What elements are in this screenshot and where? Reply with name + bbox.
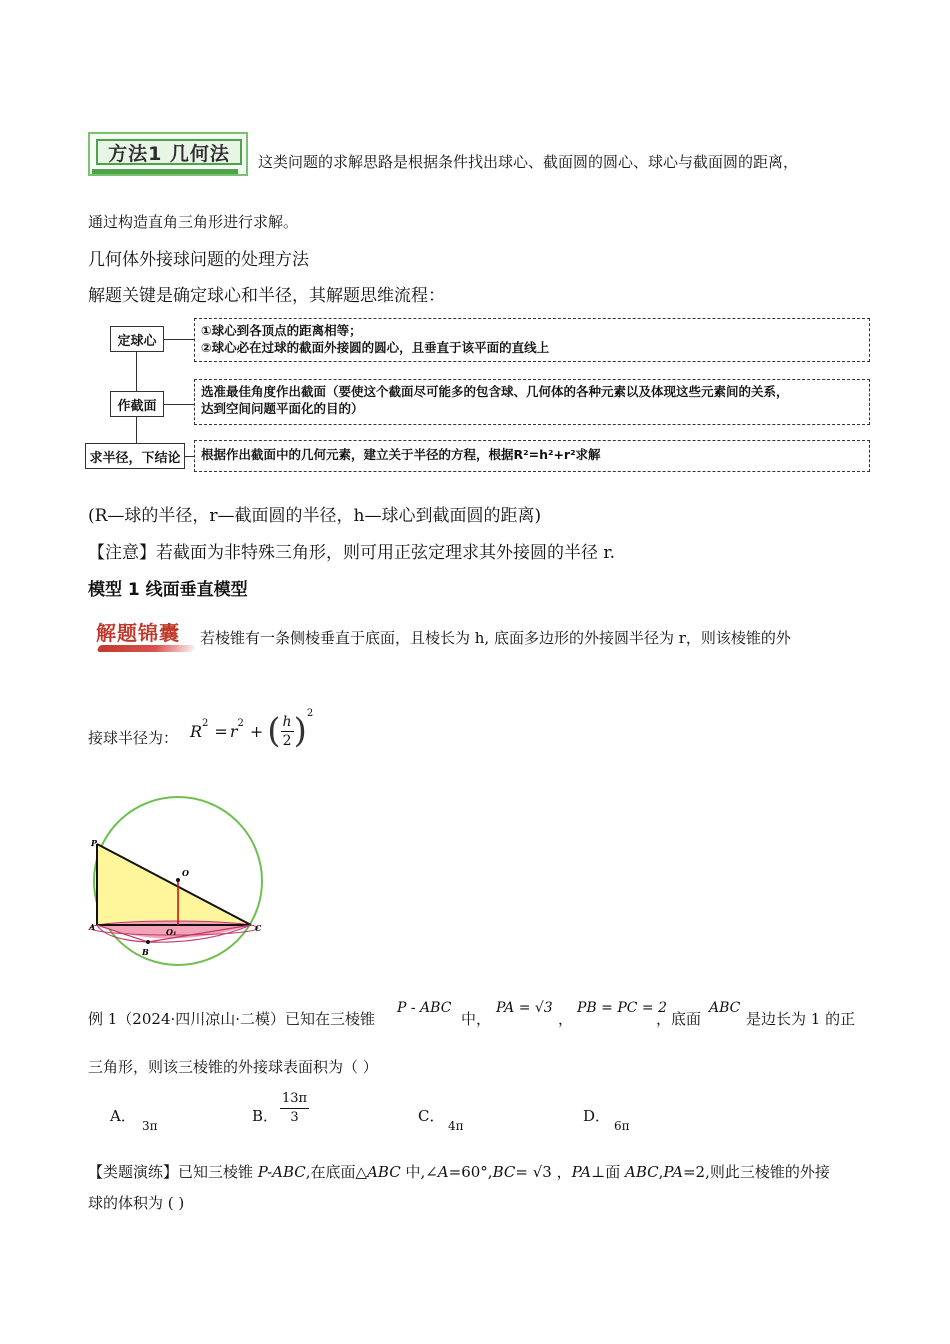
example-prefix: 例 1（2024·四川凉山·二模）已知在三棱锥 bbox=[88, 1010, 376, 1028]
practice-text-c: 中,∠ bbox=[400, 1163, 438, 1181]
flow-detail-3 bbox=[194, 440, 870, 472]
flow-detail-1-line-2: ②球心必在过球的截面外接圆的圆心，且垂直于该平面的直线上 bbox=[201, 340, 550, 355]
method-line-2: 通过构造直角三角形进行求解。 bbox=[88, 213, 299, 231]
practice-text-g: , bbox=[658, 1163, 664, 1181]
method-key: 解题关键是确定球心和半径，其解题思维流程： bbox=[88, 286, 445, 306]
flow-detail-1-line-1: ①球心到各顶点的距离相等； bbox=[201, 323, 362, 338]
formula-num: h bbox=[282, 713, 292, 730]
flow-link-1 bbox=[164, 339, 194, 340]
practice-abc-2: ABC bbox=[625, 1163, 659, 1181]
practice-angle: A bbox=[437, 1163, 449, 1181]
label-O1: O₁ bbox=[166, 927, 177, 937]
option-b-fraction bbox=[280, 1090, 309, 1127]
label-B: B bbox=[142, 947, 149, 957]
practice-text-h: =2,则此三棱锥的外接 bbox=[682, 1163, 830, 1181]
option-a-value: 3π bbox=[142, 1119, 158, 1133]
formula-r-exp: 2 bbox=[237, 717, 244, 729]
option-b-den: 3 bbox=[290, 1110, 299, 1125]
flow-step-2: 作截面 bbox=[110, 391, 164, 417]
flow-detail-2-line-2: 达到空间问题平面化的目的） bbox=[201, 401, 364, 416]
seal-brush bbox=[97, 645, 196, 652]
flow-detail-3-line-1: 根据作出截面中的几何元素，建立关于半径的方程，根据R²=h²+r²求解 bbox=[201, 447, 601, 462]
practice-bc: BC bbox=[492, 1163, 516, 1181]
practice-tag: 【类题演练】 bbox=[88, 1163, 179, 1181]
legend-note: (R—球的半径，r—截面圆的半径，h—球心到截面圆的距离) bbox=[88, 506, 542, 526]
method-badge bbox=[88, 132, 248, 176]
flow-detail-2-line-1: 选准最佳角度作出截面（要使这个截面尽可能多的包含球、几何体的各种元素以及体现这些元素间的关系， bbox=[201, 384, 789, 399]
practice-pa: PA bbox=[571, 1163, 592, 1181]
label-P: P bbox=[91, 838, 98, 848]
practice-text-f: ⊥面 bbox=[591, 1163, 626, 1181]
flow-link-3 bbox=[185, 456, 194, 457]
example-pa: PA = √3 bbox=[496, 1000, 553, 1016]
flow-arrow-1 bbox=[136, 352, 137, 391]
formula-fraction bbox=[281, 713, 294, 750]
badge-shadow bbox=[92, 169, 238, 174]
practice-pabc: P-ABC bbox=[257, 1163, 306, 1181]
flow-step-1: 定球心 bbox=[110, 326, 164, 352]
option-c-value: 4π bbox=[448, 1119, 464, 1133]
method-badge-label: 方法1 几何法 bbox=[96, 139, 242, 165]
label-C: C bbox=[255, 923, 262, 933]
formula-eq: = bbox=[214, 721, 228, 741]
flow-detail-1 bbox=[194, 318, 870, 362]
practice-pa-2: PA bbox=[663, 1163, 683, 1181]
attention-note: 【注意】若截面为非特殊三角形，则可用正弦定理求其外接圆的半径 r. bbox=[88, 543, 616, 563]
formula-outer-exp: 2 bbox=[306, 707, 314, 719]
tips-seal bbox=[92, 615, 200, 655]
practice-text-b: ,在底面△ bbox=[305, 1163, 368, 1181]
formula-plus: + bbox=[249, 721, 264, 741]
label-O: O bbox=[182, 868, 189, 878]
formula-R-exp: 2 bbox=[202, 717, 209, 729]
option-d-letter[interactable]: D． bbox=[583, 1107, 611, 1125]
flow-step-3: 求半径，下结论 bbox=[85, 443, 185, 469]
practice-line-2: 球的体积为 ( ) bbox=[88, 1194, 185, 1212]
practice-text-a: 已知三棱锥 bbox=[178, 1163, 258, 1181]
example-pbpc: PB = PC = 2 bbox=[577, 1000, 668, 1016]
example-mid1: 中， bbox=[461, 1010, 492, 1028]
practice-line-1 bbox=[88, 1162, 830, 1182]
practice-text-d: =60°, bbox=[448, 1163, 493, 1181]
option-c-letter[interactable]: C． bbox=[418, 1107, 445, 1125]
option-b-num: 13π bbox=[280, 1090, 309, 1109]
seal-text: 解题锦囊 bbox=[96, 621, 180, 645]
method-heading: 几何体外接球问题的处理方法 bbox=[88, 250, 309, 270]
example-sep: ， bbox=[558, 1010, 574, 1028]
flow-arrow-2 bbox=[136, 417, 137, 443]
radius-formula: R $^2$ = r $^2$ + ( $\frac{h}{2}$ ) $^2$ bbox=[190, 707, 314, 751]
example-line-2: 三角形，则该三棱锥的外接球表面积为（ ） bbox=[88, 1058, 378, 1076]
formula-r: r bbox=[229, 721, 238, 741]
option-d-value: 6π bbox=[614, 1119, 630, 1133]
formula-den: 2 bbox=[282, 732, 292, 749]
formula-prefix: 接球半径为： bbox=[88, 729, 179, 747]
practice-abc: ABC bbox=[367, 1163, 401, 1181]
point-O bbox=[176, 878, 180, 882]
example-suffix: 是边长为 1 的正 bbox=[746, 1010, 856, 1028]
option-b-letter[interactable]: B． bbox=[252, 1107, 279, 1125]
practice-text-e: = √3 ， bbox=[515, 1163, 572, 1181]
sphere-figure bbox=[86, 792, 270, 972]
option-a-letter[interactable]: A． bbox=[110, 1107, 136, 1125]
example-abc: ABC bbox=[709, 1000, 741, 1016]
flow-link-2 bbox=[164, 404, 194, 405]
example-mid2: ，底面 bbox=[656, 1010, 702, 1028]
example-tetra: P - ABC bbox=[397, 1000, 452, 1016]
method-line-1: 这类问题的求解思路是根据条件找出球心、截面圆的圆心、球心与截面圆的距离， bbox=[258, 153, 799, 171]
flow-detail-2 bbox=[194, 379, 870, 425]
label-A: A bbox=[89, 922, 96, 932]
formula-R: R bbox=[190, 721, 203, 741]
point-B bbox=[146, 940, 150, 944]
model-title: 模型 1 线面垂直模型 bbox=[88, 580, 248, 600]
model-description: 若棱锥有一条侧棱垂直于底面，且棱长为 h, 底面多边形的外接圆半径为 r，则该棱锥的外 bbox=[200, 629, 791, 647]
